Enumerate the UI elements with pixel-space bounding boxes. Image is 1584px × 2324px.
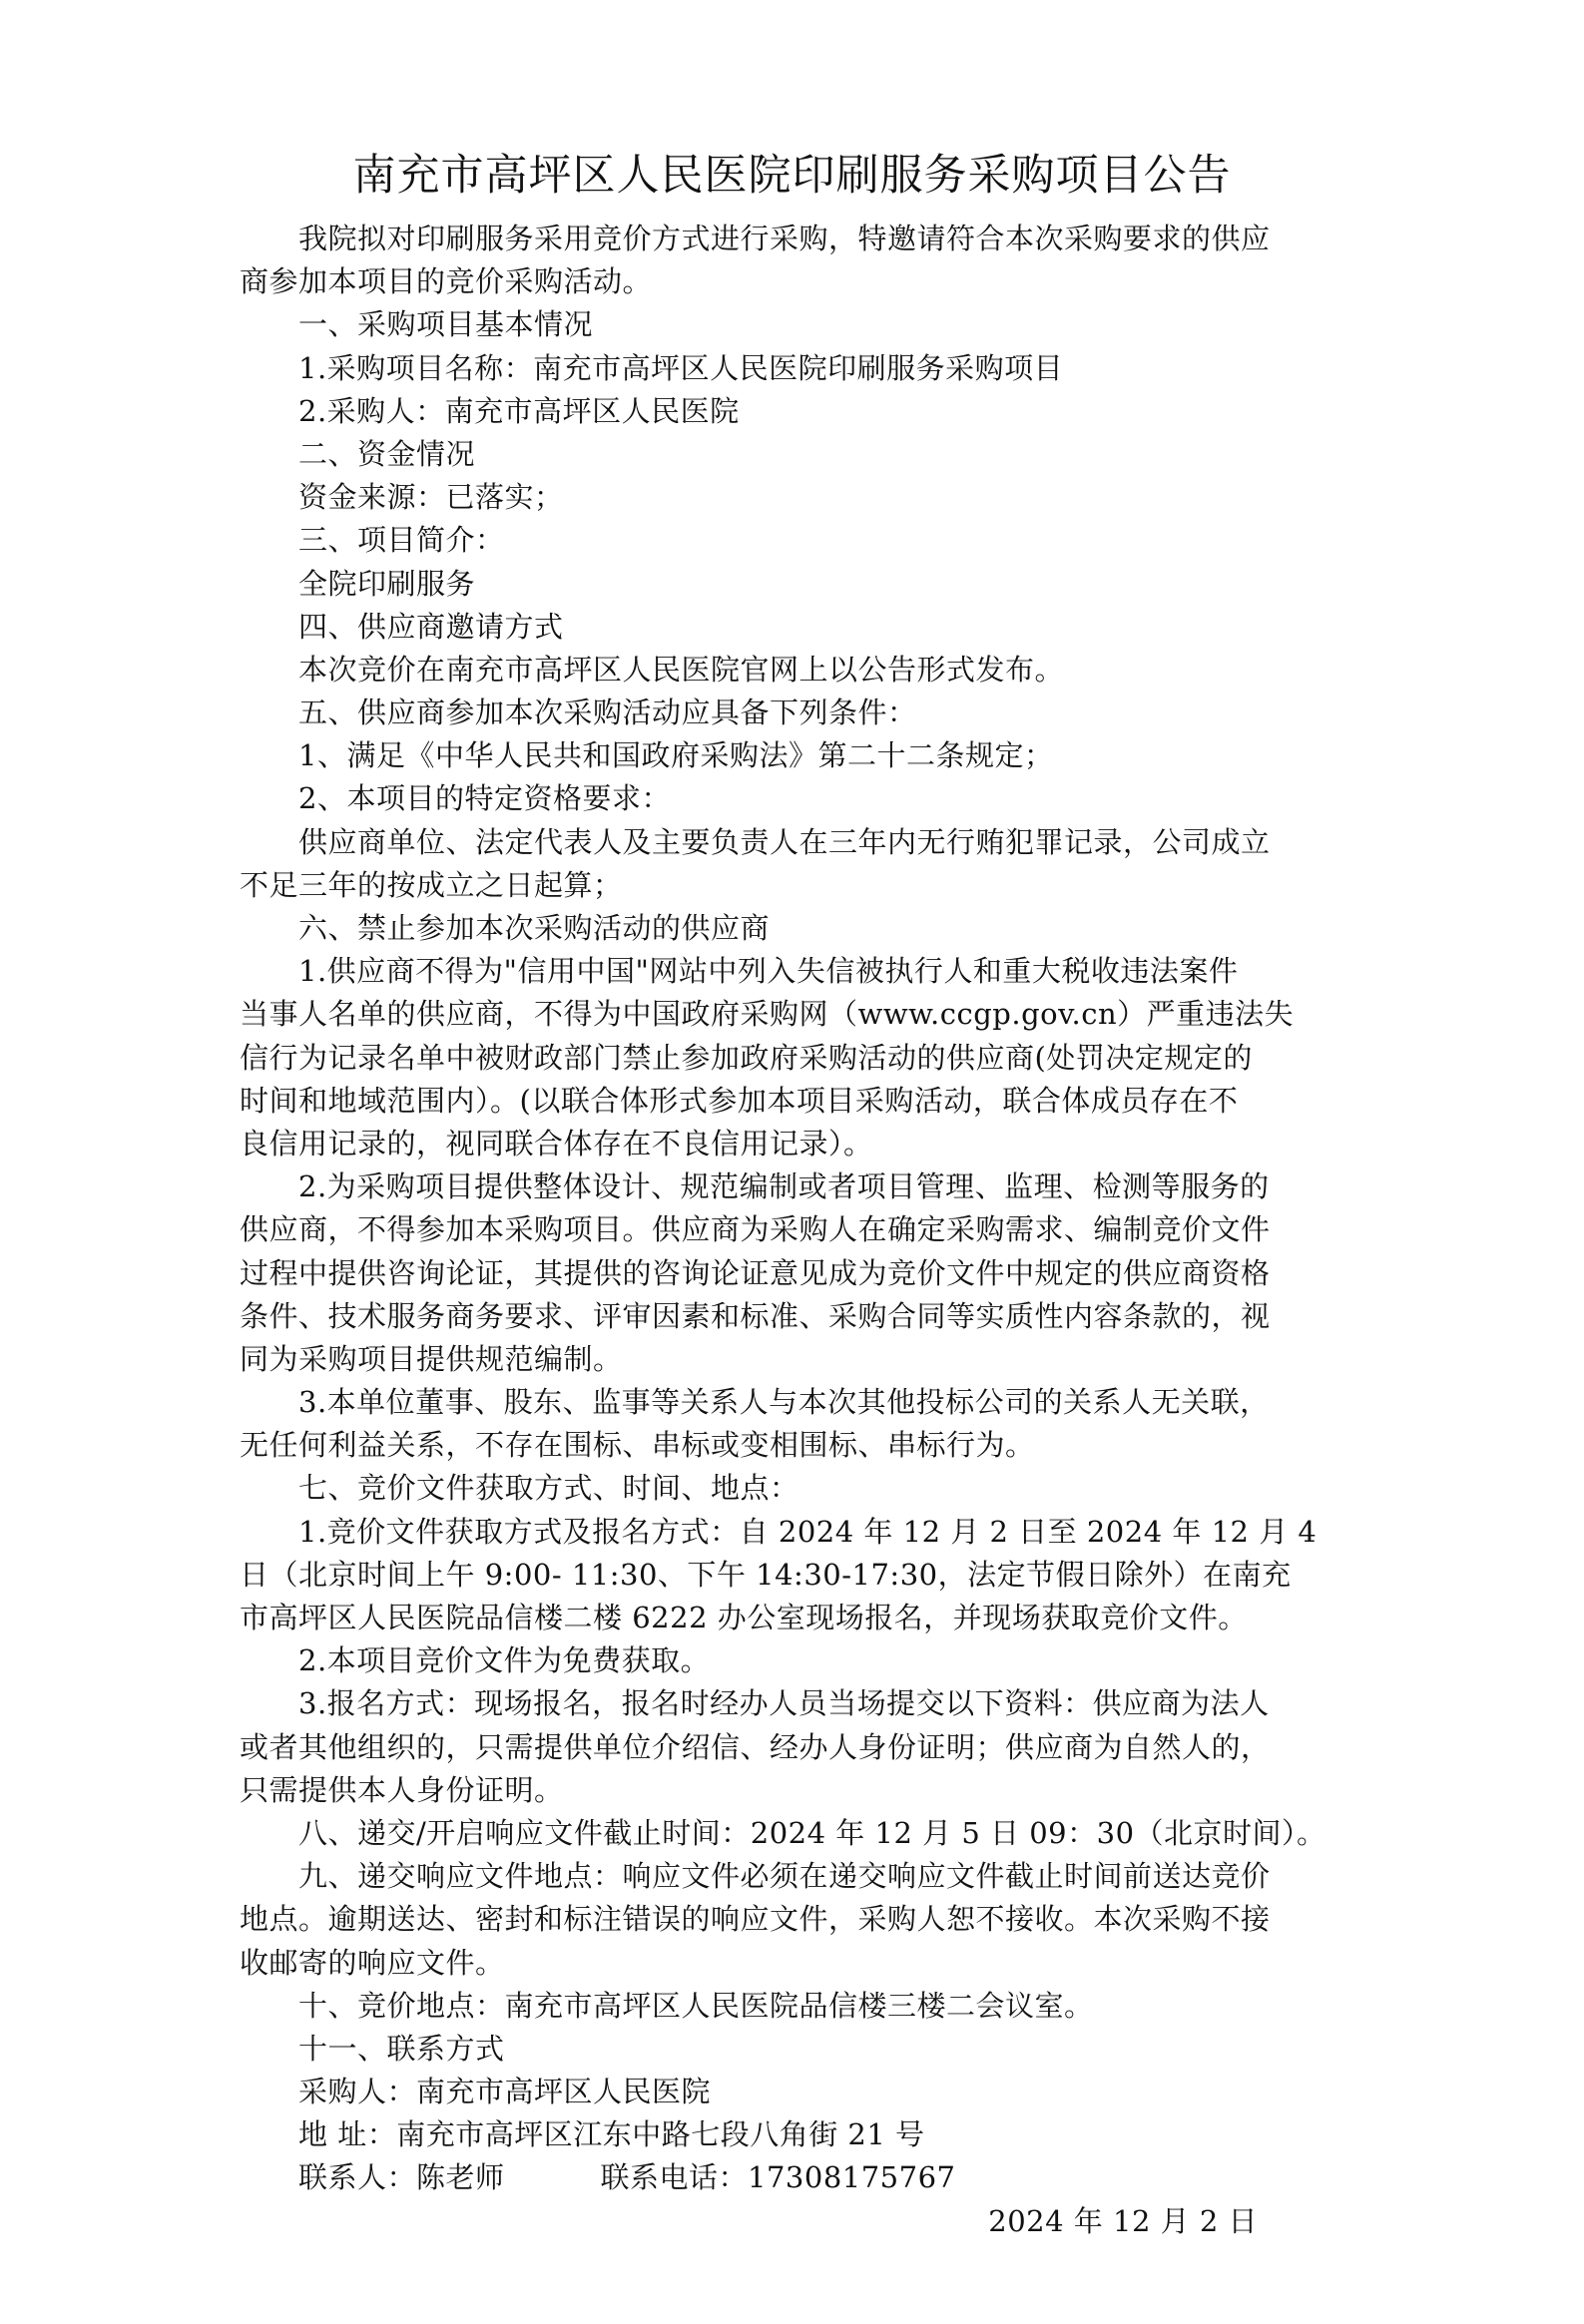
section-heading: 七、竞价文件获取方式、时间、地点： [298, 1471, 799, 1506]
paragraph-line: 信行为记录名单中被财政部门禁止参加政府采购活动的供应商(处罚决定规定的 [240, 1040, 1253, 1075]
paragraph-line: 过程中提供咨询论证，其提供的咨询论证意见成为竞价文件中规定的供应商资格 [240, 1255, 1271, 1290]
paragraph-line: 良信用记录的，视同联合体存在不良信用记录）。 [240, 1126, 873, 1161]
paragraph-line: 1.供应商不得为"信用中国"网站中列入失信被执行人和重大税收违法案件 [298, 954, 1239, 989]
contact-row [240, 2156, 1345, 2199]
paragraph-line: 日（北京时间上午 9:00- 11:30、下午 14:30-17:30，法定节假日除外）在南充 [240, 1557, 1292, 1592]
paragraph-line: 我院拟对印刷服务采用竞价方式进行采购，特邀请符合本次采购要求的供应 [298, 222, 1271, 255]
paragraph-line: 1、满足《中华人民共和国政府采购法》第二十二条规定； [298, 738, 1054, 773]
paragraph-line: 供应商单位、法定代表人及主要负责人在三年内无行贿犯罪记录，公司成立 [298, 824, 1271, 859]
section-heading: 一、采购项目基本情况 [298, 307, 594, 342]
contact-address: 地 址：南充市高坪区江东中路七段八角街 21 号 [298, 2117, 925, 2152]
paragraph-line: 地点。逾期送达、密封和标注错误的响应文件，采购人恕不接收。本次采购不接 [240, 1902, 1271, 1937]
contact-person: 联系人：陈老师 [298, 2160, 505, 2195]
section-heading: 五、供应商参加本次采购活动应具备下列条件： [298, 696, 917, 730]
paragraph-line: 2.为采购项目提供整体设计、规范编制或者项目管理、监理、检测等服务的 [298, 1169, 1270, 1204]
document-body [240, 218, 1345, 2243]
paragraph-line: 3.报名方式：现场报名，报名时经办人员当场提交以下资料：供应商为法人 [298, 1686, 1270, 1721]
paragraph-line: 或者其他组织的，只需提供单位介绍信、经办人身份证明；供应商为自然人的， [240, 1729, 1271, 1764]
paragraph-line: 3.本单位董事、股东、监事等关系人与本次其他投标公司的关系人无关联， [298, 1385, 1270, 1420]
document-date: 2024 年 12 月 2 日 [988, 2203, 1258, 2238]
paragraph-line: 全院印刷服务 [298, 566, 476, 601]
paragraph-line: 同为采购项目提供规范编制。 [240, 1341, 623, 1376]
section-heading: 八、递交/开启响应文件截止时间：2024 年 12 月 5 日 09：30（北京时间）。 [298, 1815, 1326, 1850]
paragraph-line: 商参加本项目的竞价采购活动。 [240, 264, 653, 299]
paragraph-line: 本次竞价在南充市高坪区人民医院官网上以公告形式发布。 [298, 652, 1065, 687]
section-heading: 九、递交响应文件地点：响应文件必须在递交响应文件截止时间前送达竞价 [298, 1859, 1271, 1894]
section-heading: 六、禁止参加本次采购活动的供应商 [298, 911, 771, 945]
paragraph-line: 资金来源：已落实； [298, 480, 564, 515]
paragraph-line: 时间和地域范围内）。(以联合体形式参加本项目采购活动，联合体成员存在不 [240, 1083, 1239, 1118]
paragraph-line: 不足三年的按成立之日起算； [240, 867, 623, 902]
paragraph-line: 供应商，不得参加本采购项目。供应商为采购人在确定采购需求、编制竞价文件 [240, 1212, 1271, 1247]
section-heading: 二、资金情况 [298, 436, 476, 471]
paragraph-line: 1.竞价文件获取方式及报名方式：自 2024 年 12 月 2 日至 2024 年 12 月 4 [298, 1514, 1318, 1549]
contact-phone: 联系电话：17308175767 [600, 2160, 956, 2195]
section-heading: 十、竞价地点：南充市高坪区人民医院品信楼三楼二会议室。 [298, 1988, 1094, 2023]
paragraph-line: 2、本项目的特定资格要求： [298, 781, 671, 816]
section-heading: 四、供应商邀请方式 [298, 609, 564, 644]
paragraph-line: 2.采购人：南充市高坪区人民医院 [298, 393, 740, 428]
paragraph-line: 收邮寄的响应文件。 [240, 1945, 505, 1980]
paragraph-line: 当事人名单的供应商，不得为中国政府采购网（www.ccgp.gov.cn）严重违法失 [240, 997, 1295, 1032]
paragraph-line: 市高坪区人民医院品信楼二楼 6222 办公室现场报名，并现场获取竞价文件。 [240, 1601, 1248, 1634]
paragraph-line: 1.采购项目名称：南充市高坪区人民医院印刷服务采购项目 [298, 350, 1064, 385]
paragraph-line: 条件、技术服务商务要求、评审因素和标准、采购合同等实质性内容条款的，视 [240, 1298, 1271, 1333]
section-heading: 三、项目简介： [298, 523, 505, 558]
paragraph-line: 只需提供本人身份证明。 [240, 1772, 564, 1807]
section-heading: 十一、联系方式 [298, 2031, 505, 2066]
page-title: 南充市高坪区人民医院印刷服务采购项目公告 [352, 151, 1232, 201]
contact-purchaser: 采购人：南充市高坪区人民医院 [298, 2075, 712, 2109]
paragraph-line: 2.本项目竞价文件为免费获取。 [298, 1643, 711, 1678]
paragraph-line: 无任何利益关系，不存在围标、串标或变相围标、串标行为。 [240, 1428, 1035, 1463]
